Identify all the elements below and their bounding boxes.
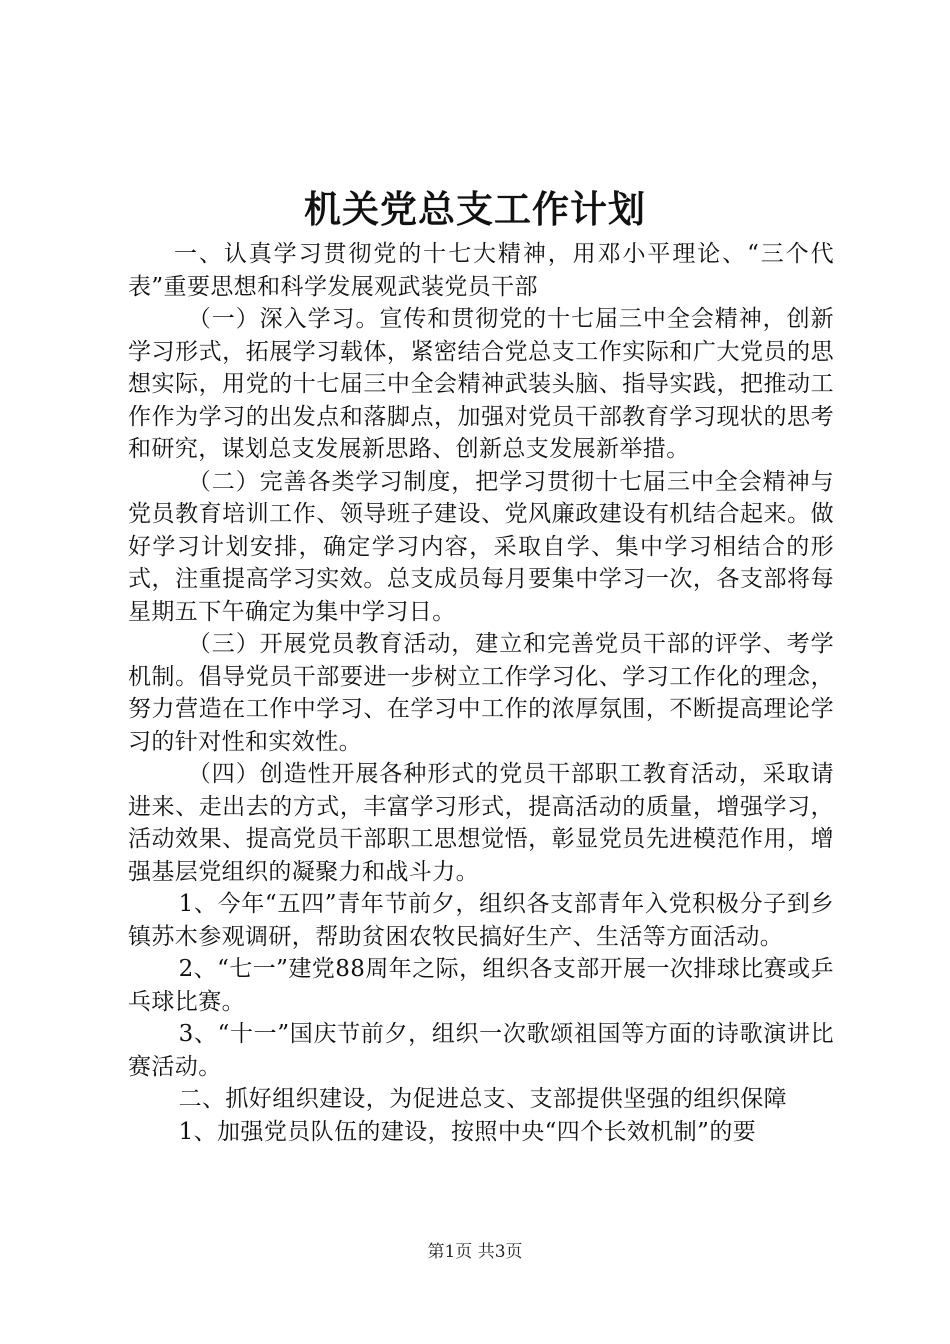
paragraph-1-3: （三）开展党员教育活动，建立和完善党员干部的评学、考学机制。倡导党员干部要进一步树立工作学习化、学习工作化的理念，努力营造在工作中学习、在学习中工作的浓厚氛围，不断提高理论学习的针对性和实效性。 xyxy=(128,631,834,755)
list-item-1: 1、今年“五四”青年节前夕，组织各支部青年入党积极分子到乡镇苏木参观调研，帮助贫困农牧民搞好生产、生活等方面活动。 xyxy=(128,891,834,950)
paragraph-section-2-heading: 二、抓好组织建设，为促进总支、支部提供坚强的组织保障 xyxy=(178,1086,787,1112)
paragraph-1-4: （四）创造性开展各种形式的党员干部职工教育活动，采取请进来、走出去的方式，丰富学习形式，提高活动的质量，增强学习，活动效果、提高党员干部职工思想觉悟，彰显党员先进模范作用，增强基层党组织的凝聚力和战斗力。 xyxy=(128,761,834,885)
page-total: 共3页 xyxy=(477,1242,523,1262)
document-body xyxy=(128,238,834,1148)
page-footer xyxy=(0,1240,950,1264)
list-item-2: 2、“七一”建党88周年之际，组织各支部开展一次排球比赛或乒乓球比赛。 xyxy=(128,956,834,1015)
list-item-2-1: 1、加强党员队伍的建设，按照中央“四个长效机制”的要 xyxy=(178,1118,757,1145)
paragraph-1-1: （一）深入学习。宣传和贯彻党的十七届三中全会精神，创新学习形式，拓展学习载体，紧密结合党总支工作实际和广大党员的思想实际，用党的十七届三中全会精神武装头脑、指导实践，把推动工作作为学习的出发点和落脚点，加强对党员干部教育学习现状的思考和研究，谋划总支发展新思路、创新总支发展新举措。 xyxy=(128,306,834,462)
paragraph-1-2: （二）完善各类学习制度，把学习贯彻十七届三中全会精神与党员教育培训工作、领导班子建设、党风廉政建设有机结合起来。做好学习计划安排，确定学习内容，采取自学、集中学习相结合的形式，注重提高学习实效。总支成员每月要集中学习一次，各支部将每星期五下午确定为集中学习日。 xyxy=(128,468,834,625)
list-item-3: 3、“十一”国庆节前夕，组织一次歌颂祖国等方面的诗歌演讲比赛活动。 xyxy=(128,1021,834,1080)
page-number: 第1页 xyxy=(427,1242,473,1262)
paragraph-section-1-heading: 一、认真学习贯彻党的十七大精神，用邓小平理论、“三个代表”重要思想和科学发展观武装党员干部 xyxy=(128,241,834,300)
document-title: 机关党总支工作计划 xyxy=(304,187,646,231)
